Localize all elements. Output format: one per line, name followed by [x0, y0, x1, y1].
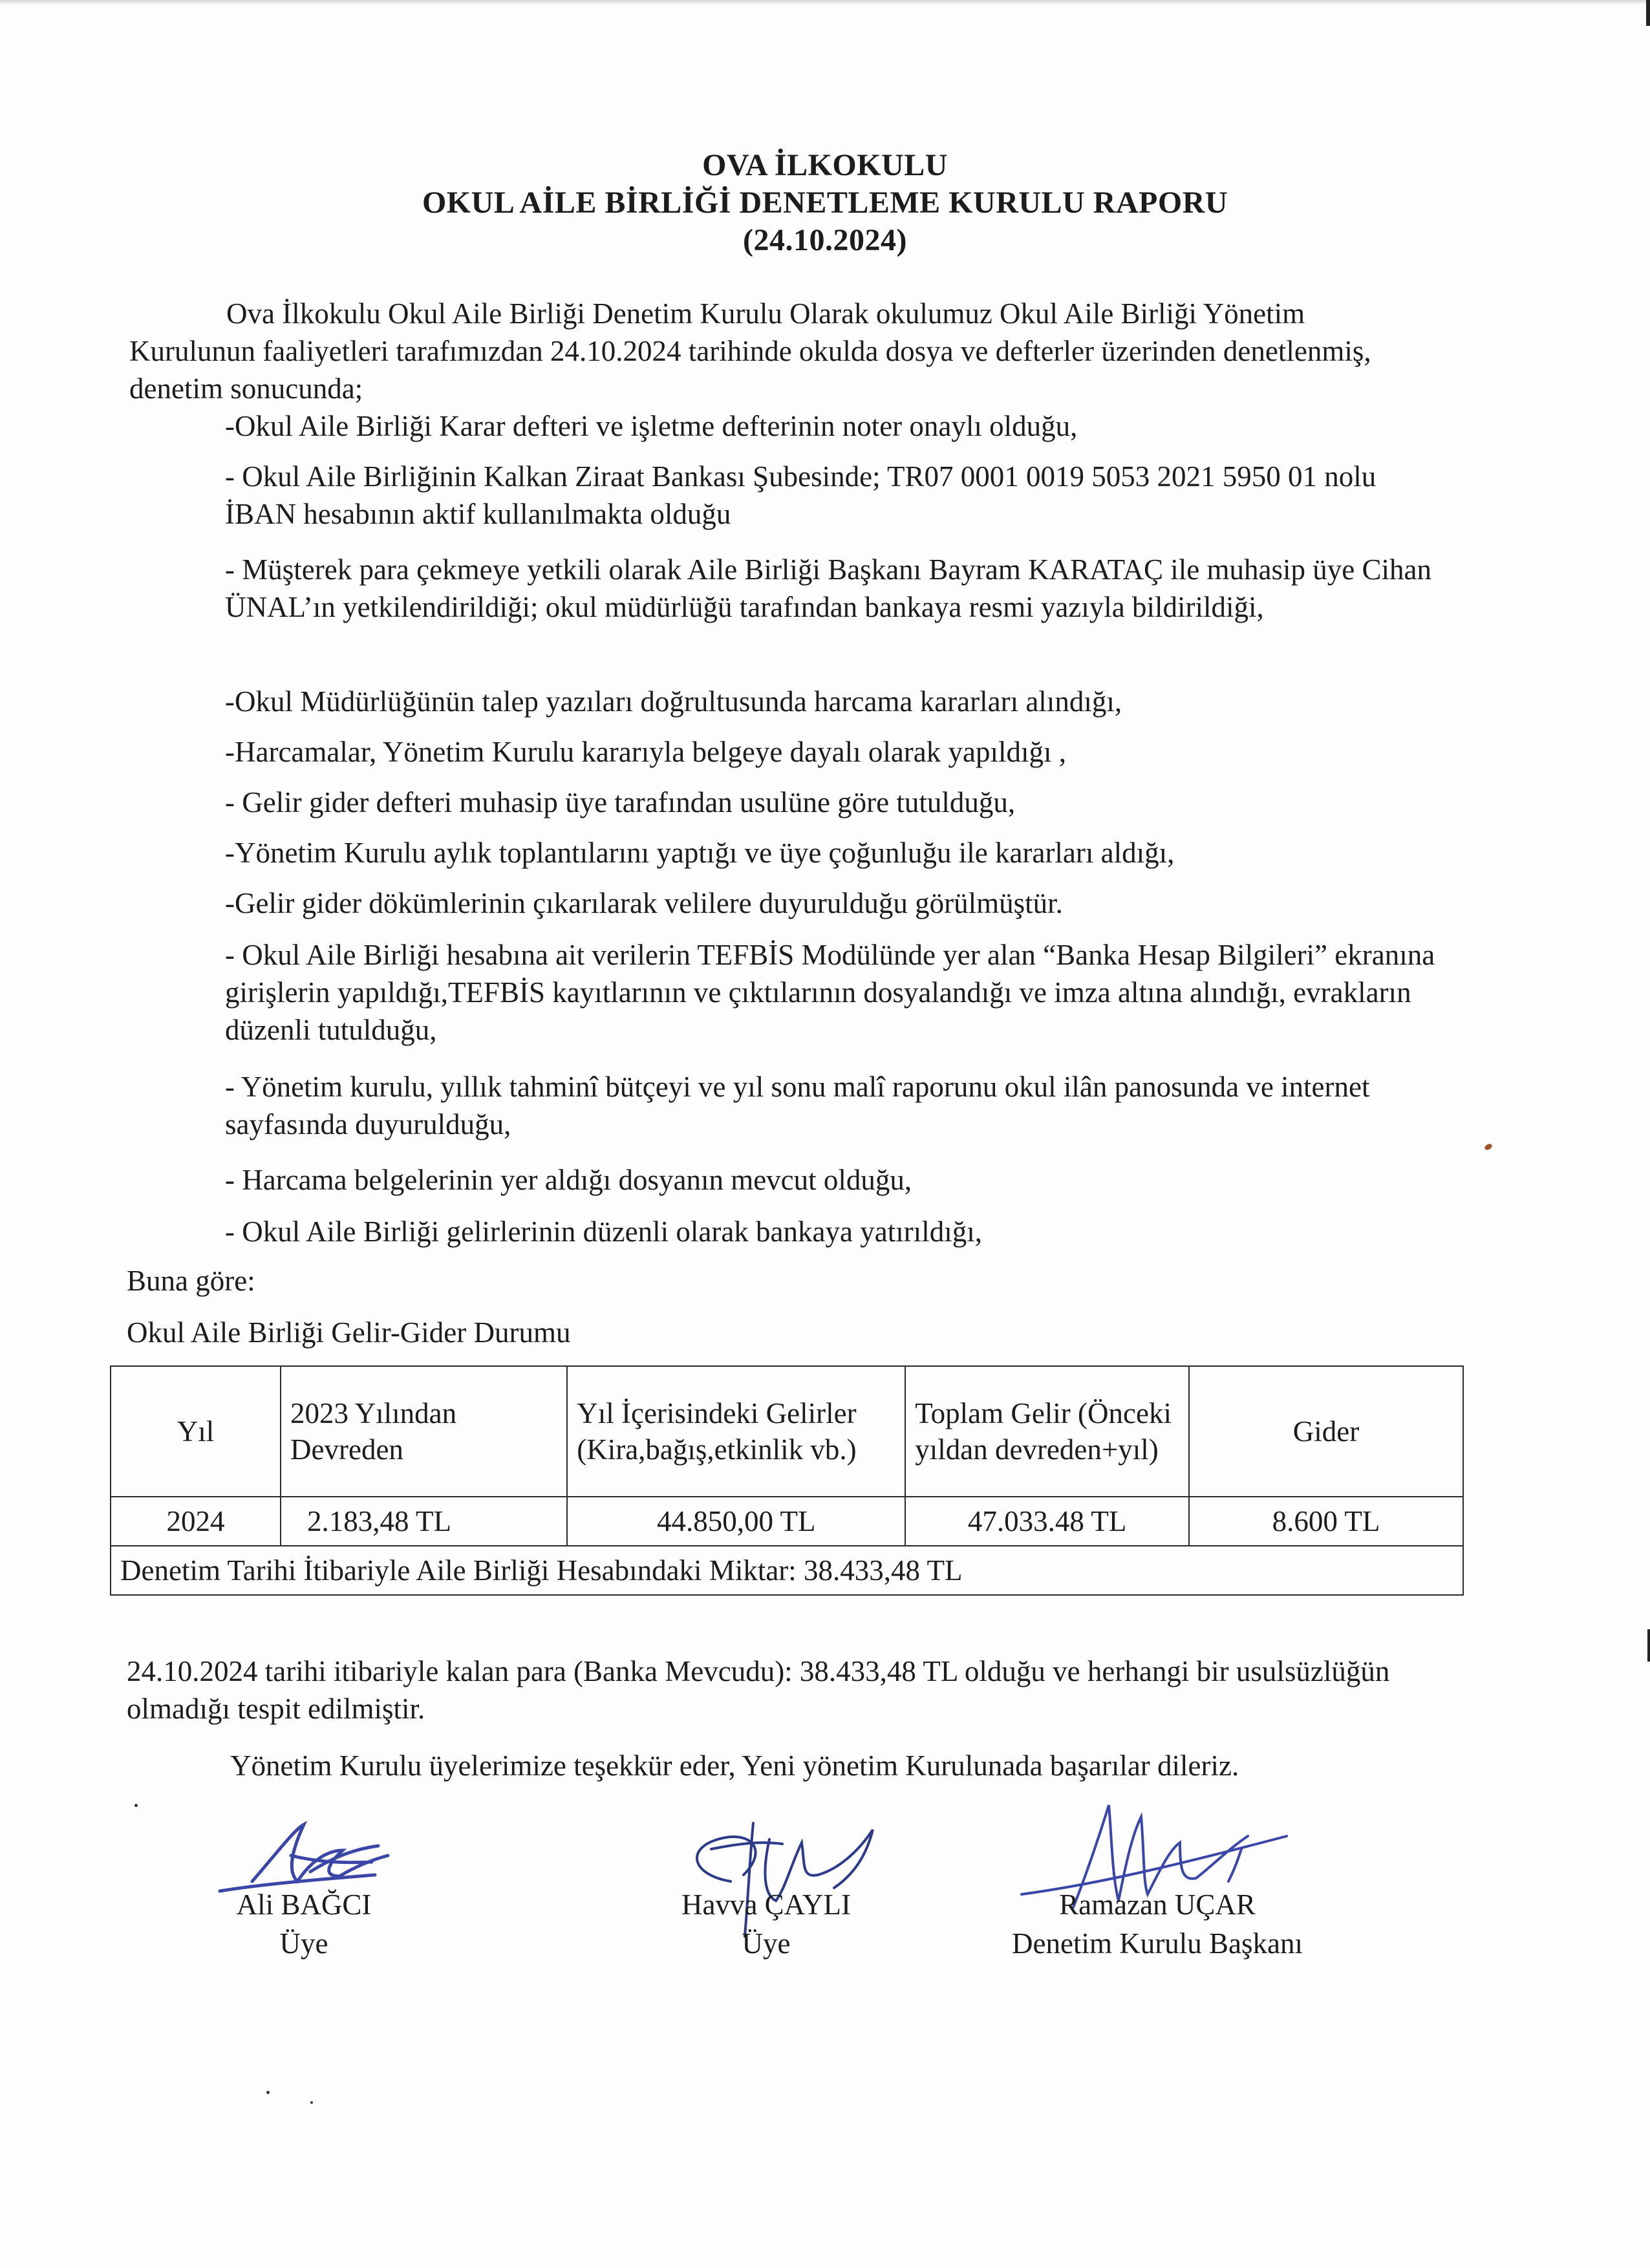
accordingly-label: Buna göre: — [127, 1265, 255, 1297]
signatory-role: Üye — [742, 1927, 791, 1960]
finding-item: -Gelir gider dökümlerinin çıkarılarak velilere duyurulduğu görülmüştür. — [225, 887, 1063, 919]
finding-item: - Müşterek para çekmeye yetkili olarak Aile Birliği Başkanı Bayram KARATAÇ ile muhasip üye Cihan ÜNAL’ın yetkilendirildiği; okul müdürlüğü tarafından bankaya resmi yazıyla bildirildiği, — [225, 553, 1431, 623]
income-expense-table — [110, 1365, 1464, 1596]
cell-year: 2024 — [111, 1497, 281, 1546]
finding-item: - Okul Aile Birliğinin Kalkan Ziraat Bankası Şubesinde; TR07 0001 0019 5053 2021 5950 01 nolu İBAN hesabının aktif kullanılmakta olduğu — [225, 460, 1377, 530]
cell-carried-over: 2.183,48 TL — [281, 1497, 567, 1546]
account-balance-note: Denetim Tarihi İtibariyle Aile Birliği Hesabındaki Miktar: 38.433,48 TL — [111, 1546, 1463, 1595]
header-expense: Gider — [1189, 1366, 1463, 1497]
header-year: Yıl — [111, 1366, 281, 1497]
signatory-1 — [175, 1885, 433, 1963]
table-footer-row — [111, 1546, 1463, 1595]
finding-item: -Okul Müdürlüğünün talep yazıları doğrultusunda harcama kararları alındığı, — [225, 685, 1122, 718]
table-header-row — [111, 1366, 1463, 1497]
scan-edge-mark — [1646, 0, 1650, 26]
scan-edge-mark — [1647, 1629, 1650, 1662]
finding-item: - Okul Aile Birliği gelirlerinin düzenli olarak bankaya yatırıldığı, — [225, 1215, 982, 1248]
scan-speck — [134, 1804, 138, 1807]
conclusion-paragraph: 24.10.2024 tarihi itibariyle kalan para (Banka Mevcudu): 38.433,48 TL olduğu ve herhangi bir usulsüzlüğün olmadığı tespit edilmiştir. — [127, 1655, 1390, 1725]
finding-item: - Yönetim kurulu, yıllık tahminî bütçeyi ve yıl sonu malî raporunu okul ilân panosunda ve internet sayfasında duyurulduğu, — [225, 1071, 1370, 1140]
intro-paragraph: Ova İlkokulu Okul Aile Birliği Denetim Kurulu Olarak okulumuz Okul Aile Birliği Yönetim Kurulunun faaliyetleri tarafımızdan 24.10.2024 tarihinde okulda dosya ve defterler üzerinden denetlenmiş, denetim sonucunda; — [129, 297, 1371, 405]
signatory-role: Üye — [279, 1927, 328, 1960]
table-row — [111, 1497, 1463, 1546]
signatory-name: Ramazan UÇAR — [1059, 1888, 1256, 1921]
finding-item: -Okul Aile Birliği Karar defteri ve işletme defterinin noter onaylı olduğu, — [225, 410, 1078, 442]
header-income: Yıl İçerisindeki Gelirler (Kira,bağış,etkinlik vb.) — [567, 1366, 905, 1497]
finding-item: - Harcama belgelerinin yer aldığı dosyanın mevcut olduğu, — [225, 1164, 912, 1196]
finding-item: - Okul Aile Birliği hesabına ait verilerin TEFBİS Modülünde yer alan “Banka Hesap Bilgileri” ekranına girişlerin yapıldığı,TEFBİS kayıtlarının ve çıktılarının dosyalandığı ve imza altına alındığı, evrakların düzenli tutulduğu, — [225, 939, 1435, 1046]
signatory-name: Ali BAĞCI — [236, 1888, 372, 1921]
thanks-line: Yönetim Kurulu üyelerimize teşekkür eder, Yeni yönetim Kurulunada başarılar dileriz. — [230, 1749, 1239, 1782]
scan-speck — [310, 2101, 313, 2104]
signatory-role: Denetim Kurulu Başkanı — [1012, 1927, 1303, 1960]
report-date: (24.10.2024) — [743, 223, 907, 257]
finding-item: - Gelir gider defteri muhasip üye tarafından usulüne göre tutulduğu, — [225, 786, 1016, 818]
cell-total-income: 47.033.48 TL — [905, 1497, 1189, 1546]
ink-smudge — [1484, 1143, 1493, 1151]
finding-item: -Yönetim Kurulu aylık toplantılarını yaptığı ve üye çoğunluğu ile kararları aldığı, — [225, 837, 1175, 869]
signatory-2 — [637, 1885, 895, 1963]
table-caption: Okul Aile Birliği Gelir-Gider Durumu — [127, 1316, 571, 1349]
signatory-name: Havva ÇAYLI — [681, 1888, 852, 1921]
header-total-income: Toplam Gelir (Önceki yıldan devreden+yıl) — [905, 1366, 1189, 1497]
cell-expense: 8.600 TL — [1189, 1497, 1463, 1546]
report-title: OKUL AİLE BİRLİĞİ DENETLEME KURULU RAPORU — [422, 186, 1228, 220]
scan-speck — [266, 2091, 270, 2094]
school-name: OVA İLKOKULU — [702, 148, 948, 182]
finding-item: -Harcamalar, Yönetim Kurulu kararıyla belgeye dayalı olarak yapıldığı , — [225, 736, 1067, 768]
signatory-3 — [970, 1885, 1345, 1963]
cell-income: 44.850,00 TL — [567, 1497, 905, 1546]
header-carried-over: 2023 Yılından Devreden — [281, 1366, 567, 1497]
scan-top-edge — [0, 0, 1650, 4]
